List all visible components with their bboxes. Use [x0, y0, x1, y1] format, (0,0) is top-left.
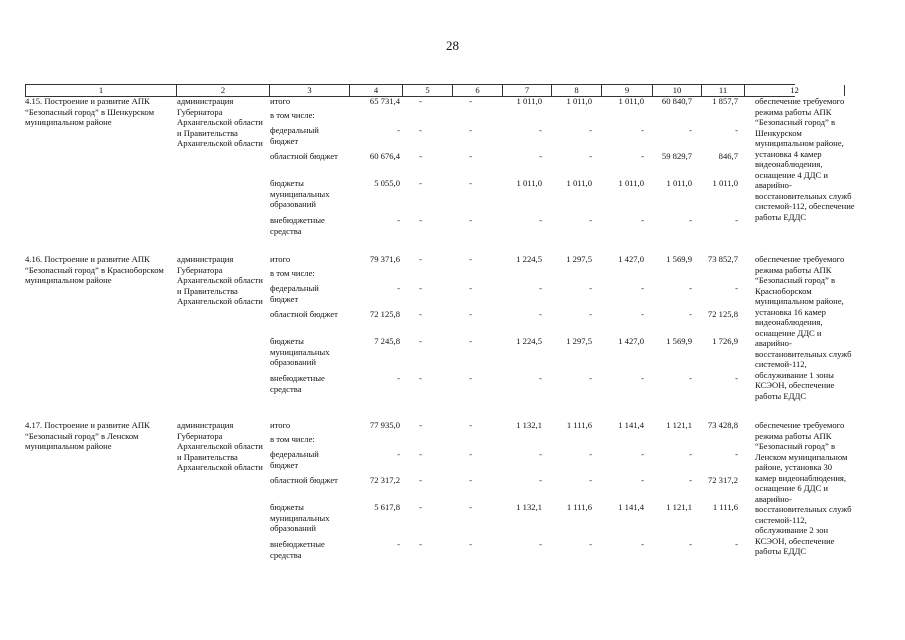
amount-cell: 72 317,2 — [369, 475, 400, 485]
amount-cell: - — [689, 283, 692, 293]
amount-cell: - — [641, 215, 644, 225]
funding-source-label: в том числе: — [270, 434, 315, 444]
amount-cell: - — [589, 475, 592, 485]
amount-cell: - — [419, 336, 422, 346]
amount-cell: - — [469, 539, 472, 549]
amount-cell: 1 121,1 — [666, 420, 692, 430]
measure-title: 4.17. Построение и развитие АПК “Безопасный город” в Ленском муниципальном районе — [25, 420, 150, 451]
amount-cell: - — [419, 502, 422, 512]
amount-cell: - — [641, 151, 644, 161]
amount-cell: - — [469, 254, 472, 264]
amount-cell: - — [419, 420, 422, 430]
funding-source-label: итого — [270, 96, 291, 106]
amount-cell: - — [641, 475, 644, 485]
col-header-4: 4 — [350, 85, 403, 96]
amount-cell: 1 132,1 — [516, 420, 542, 430]
amount-cell: - — [589, 215, 592, 225]
measure-title: 4.16. Построение и развитие АПК “Безопасный город” в Красноборском муниципальном районе — [25, 254, 164, 285]
amount-cell: - — [689, 215, 692, 225]
funding-source-label: внебюджетные средства — [270, 215, 325, 236]
amount-cell: - — [419, 283, 422, 293]
amount-cell: 1 111,6 — [566, 502, 592, 512]
amount-cell: - — [589, 309, 592, 319]
col-header-3: 3 — [270, 85, 350, 96]
amount-cell: - — [689, 539, 692, 549]
col-header-9: 9 — [602, 85, 653, 96]
amount-cell: - — [689, 125, 692, 135]
amount-cell: - — [735, 539, 738, 549]
amount-cell: 72 125,8 — [707, 309, 738, 319]
amount-cell: - — [589, 283, 592, 293]
amount-cell: 79 371,6 — [369, 254, 400, 264]
amount-cell: 5 055,0 — [374, 178, 400, 188]
amount-cell: 1 427,0 — [618, 336, 644, 346]
amount-cell: 1 011,0 — [618, 96, 644, 106]
amount-cell: - — [419, 178, 422, 188]
col-header-1: 1 — [25, 85, 177, 96]
amount-cell: 1 427,0 — [618, 254, 644, 264]
amount-cell: 77 935,0 — [369, 420, 400, 430]
funding-source-label: бюджеты муниципальных образований — [270, 336, 330, 367]
amount-cell: - — [641, 373, 644, 383]
amount-cell: - — [469, 215, 472, 225]
amount-cell: - — [539, 449, 542, 459]
amount-cell: - — [641, 539, 644, 549]
amount-cell: - — [419, 449, 422, 459]
amount-cell: 1 224,5 — [516, 254, 542, 264]
amount-cell: - — [419, 125, 422, 135]
funding-source-label: внебюджетные средства — [270, 539, 325, 560]
measure-executor: администрация Губернатора Архангельской области и Правительства Архангельской области — [177, 96, 263, 148]
measure-result: обеспечение требуемого режима работы АПК “Безопасный город” в Красноборском муниципальном районе, установка 16 камер видеонаблюдения, оснащение ДДС и аварийно-восстановительных служб системой-112, обслуживание 1 зоны КСЭОН, обеспечение работы ЕДДС — [755, 254, 852, 401]
amount-cell: - — [689, 475, 692, 485]
amount-cell: - — [735, 283, 738, 293]
amount-cell: - — [641, 125, 644, 135]
page-number: 28 — [446, 38, 459, 53]
amount-cell: 72 317,2 — [707, 475, 738, 485]
amount-cell: 1 132,1 — [516, 502, 542, 512]
amount-cell: 73 428,8 — [707, 420, 738, 430]
amount-cell: - — [397, 125, 400, 135]
funding-source-label: областной бюджет — [270, 309, 338, 319]
amount-cell: - — [689, 373, 692, 383]
program-table — [25, 84, 855, 560]
amount-cell: - — [419, 309, 422, 319]
amount-cell: 1 011,0 — [712, 178, 738, 188]
amount-cell: 1 297,5 — [566, 336, 592, 346]
amount-cell: - — [539, 125, 542, 135]
amount-cell: 1 011,0 — [516, 178, 542, 188]
amount-cell: - — [735, 125, 738, 135]
amount-cell: 1 011,0 — [666, 178, 692, 188]
amount-cell: - — [419, 373, 422, 383]
amount-cell: - — [419, 254, 422, 264]
funding-source-label: федеральный бюджет — [270, 283, 319, 304]
amount-cell: 73 852,7 — [707, 254, 738, 264]
amount-cell: - — [589, 539, 592, 549]
amount-cell: 1 111,6 — [566, 420, 592, 430]
funding-source-label: бюджеты муниципальных образований — [270, 178, 330, 209]
funding-source-label: областной бюджет — [270, 475, 338, 485]
col-header-7: 7 — [503, 85, 552, 96]
amount-cell: - — [539, 373, 542, 383]
amount-cell: 1 011,0 — [566, 178, 592, 188]
funding-source-label: в том числе: — [270, 268, 315, 278]
col-header-10: 10 — [653, 85, 702, 96]
amount-cell: - — [689, 309, 692, 319]
amount-cell: - — [735, 449, 738, 459]
amount-cell: - — [397, 283, 400, 293]
col-header-12: 12 — [745, 85, 845, 96]
funding-source-label: внебюджетные средства — [270, 373, 325, 394]
amount-cell: 1 569,9 — [666, 254, 692, 264]
amount-cell: - — [419, 151, 422, 161]
amount-cell: - — [419, 539, 422, 549]
amount-cell: - — [469, 125, 472, 135]
amount-cell: - — [641, 283, 644, 293]
amount-cell: - — [589, 151, 592, 161]
amount-cell: - — [539, 309, 542, 319]
amount-cell: 1 569,9 — [666, 336, 692, 346]
funding-source-label: итого — [270, 420, 291, 430]
funding-source-label: федеральный бюджет — [270, 449, 319, 470]
amount-cell: - — [469, 336, 472, 346]
amount-cell: - — [397, 215, 400, 225]
amount-cell: 1 111,6 — [712, 502, 738, 512]
amount-cell: 60 840,7 — [661, 96, 692, 106]
amount-cell: 1 141,4 — [618, 420, 644, 430]
measure-result: обеспечение требуемого режима работы АПК “Безопасный город” в Шенкурском муниципальном районе, установка 4 камер видеонаблюдения, оснащение 4 ДДС и аварийно-восстановительных служб системой-112, обеспечение работы ЕДДС — [755, 96, 855, 222]
amount-cell: - — [397, 373, 400, 383]
amount-cell: 72 125,8 — [369, 309, 400, 319]
amount-cell: - — [589, 373, 592, 383]
amount-cell: - — [539, 283, 542, 293]
amount-cell: - — [589, 449, 592, 459]
measure-result: обеспечение требуемого режима работы АПК “Безопасный город” в Ленском муниципальном районе, установка 30 камер видеонаблюдения, оснащение 6 ДДС и аварийно-восстановительных служб системой-112, обслуживание 2 зон КСЭОН, обеспечение работы ЕДДС — [755, 420, 852, 556]
measure-title: 4.15. Построение и развитие АПК “Безопасный город” в Шенкурском муниципальном районе — [25, 96, 155, 127]
amount-cell: - — [469, 178, 472, 188]
amount-cell: - — [469, 373, 472, 383]
amount-cell: - — [469, 475, 472, 485]
amount-cell: - — [419, 215, 422, 225]
funding-source-label: итого — [270, 254, 291, 264]
amount-cell: 5 617,8 — [374, 502, 400, 512]
col-header-6: 6 — [453, 85, 503, 96]
amount-cell: - — [539, 215, 542, 225]
amount-cell: - — [397, 449, 400, 459]
amount-cell: 1 121,1 — [666, 502, 692, 512]
amount-cell: - — [735, 373, 738, 383]
amount-cell: 60 676,4 — [369, 151, 400, 161]
amount-cell: 1 224,5 — [516, 336, 542, 346]
funding-source-label: бюджеты муниципальных образований — [270, 502, 330, 533]
amount-cell: - — [419, 475, 422, 485]
amount-cell: - — [469, 502, 472, 512]
amount-cell: 59 829,7 — [661, 151, 692, 161]
amount-cell: - — [641, 309, 644, 319]
amount-cell: - — [469, 283, 472, 293]
amount-cell: - — [641, 449, 644, 459]
amount-cell: - — [469, 96, 472, 106]
amount-cell: - — [469, 449, 472, 459]
amount-cell: - — [469, 151, 472, 161]
amount-cell: 846,7 — [718, 151, 738, 161]
col-header-5: 5 — [403, 85, 453, 96]
amount-cell: - — [539, 539, 542, 549]
amount-cell: 65 731,4 — [369, 96, 400, 106]
amount-cell: - — [689, 449, 692, 459]
amount-cell: 1 141,4 — [618, 502, 644, 512]
funding-source-label: федеральный бюджет — [270, 125, 319, 146]
amount-cell: - — [419, 96, 422, 106]
col-header-8: 8 — [552, 85, 602, 96]
amount-cell: - — [469, 309, 472, 319]
amount-cell: - — [735, 215, 738, 225]
amount-cell: 1 011,0 — [566, 96, 592, 106]
col-header-11: 11 — [702, 85, 745, 96]
amount-cell: - — [539, 475, 542, 485]
amount-cell: 1 297,5 — [566, 254, 592, 264]
col-header-2: 2 — [177, 85, 270, 96]
amount-cell: 7 245,8 — [374, 336, 400, 346]
amount-cell: - — [469, 420, 472, 430]
amount-cell: - — [589, 125, 592, 135]
amount-cell: 1 726,9 — [712, 336, 738, 346]
measure-executor: администрация Губернатора Архангельской области и Правительства Архангельской области — [177, 420, 263, 472]
amount-cell: - — [539, 151, 542, 161]
amount-cell: 1 011,0 — [516, 96, 542, 106]
amount-cell: 1 011,0 — [618, 178, 644, 188]
measure-executor: администрация Губернатора Архангельской области и Правительства Архангельской области — [177, 254, 263, 306]
funding-source-label: областной бюджет — [270, 151, 338, 161]
amount-cell: - — [397, 539, 400, 549]
funding-source-label: в том числе: — [270, 110, 315, 120]
amount-cell: 1 857,7 — [712, 96, 738, 106]
